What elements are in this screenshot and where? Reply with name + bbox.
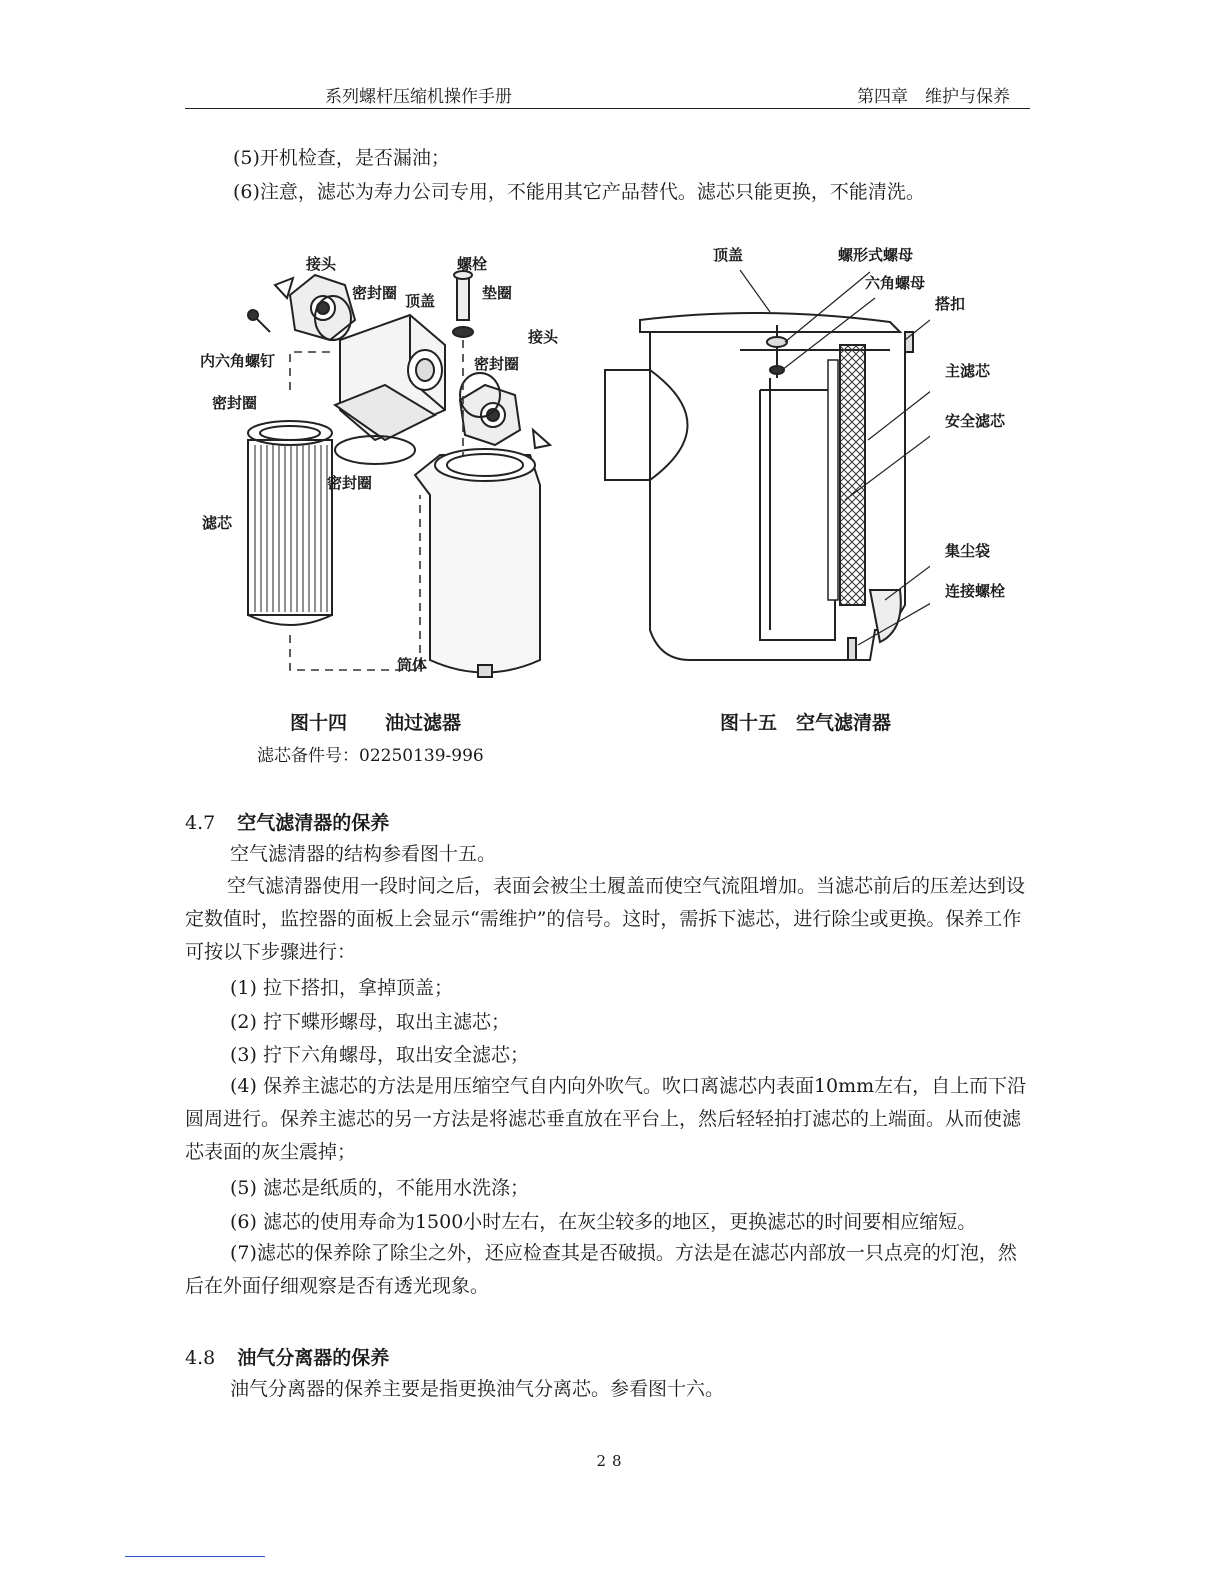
label-hex-nut: 六角螺母 — [865, 274, 926, 292]
section-47-number: 4.7 — [185, 812, 216, 834]
section-47-p1: 空气滤清器的结构参看图十五。 — [230, 843, 497, 865]
label-joint-top: 接头 — [306, 255, 337, 273]
step-5: (5) 滤芯是纸质的，不能用水洗涤； — [230, 1177, 529, 1199]
label-seal-2: 密封圈 — [474, 355, 520, 373]
page-header — [185, 82, 1030, 109]
section-47-p2: 空气滤清器使用一段时间之后，表面会被尘土履盖而使空气流阻增加。当滤芯前后的压差达到设定数值时，监控器的面板上会显示“需维护”的信号。这时，需拆下滤芯，进行除尘或更换。保养工作可按以下步骤进行： — [185, 875, 1026, 963]
label-air-top-cover: 顶盖 — [713, 246, 744, 264]
label-hex-screw: 内六角螺钉 — [200, 352, 276, 370]
air-body — [650, 332, 905, 660]
step-4: (4) 保养主滤芯的方法是用压缩空气自内向外吹气。吹口离滤芯内表面10mm左右，自上而下沿圆周进行。保养主滤芯的另一方法是将滤芯垂直放在平台上，然后轻轻拍打滤芯的上端面。从而使滤芯表面的灰尘震掉； — [185, 1075, 1027, 1163]
step-3: (3) 拧下六角螺母，取出安全滤芯； — [230, 1044, 529, 1066]
label-connect-bolt: 连接螺栓 — [945, 582, 1006, 600]
section-48-title: 油气分离器的保养 — [237, 1347, 390, 1369]
left-connector-drawing — [290, 275, 355, 340]
label-washer: 垫圈 — [482, 284, 513, 302]
air-main-element — [840, 345, 865, 605]
step-7: (7)滤芯的保养除了除尘之外，还应检查其是否破损。方法是在滤芯内部放一只点亮的灯泡，然后在外面仔细观察是否有透光现象。 — [185, 1242, 1017, 1297]
label-bolt: 螺栓 — [457, 255, 488, 273]
fig14-caption: 图十四 油过滤器 — [290, 712, 462, 734]
label-seal-1: 密封圈 — [352, 284, 398, 302]
section-48-p1: 油气分离器的保养主要是指更换油气分离芯。参看图十六。 — [230, 1378, 725, 1400]
label-seal-bottom: 密封圈 — [327, 474, 373, 492]
hex-screw-drawing — [248, 310, 270, 332]
intro-line-6: (6)注意，滤芯为寿力公司专用，不能用其它产品替代。滤芯只能更换，不能清洗。 — [233, 181, 925, 203]
bolt-drawing — [453, 271, 473, 337]
label-top-cover: 顶盖 — [405, 292, 436, 310]
barrel-drawing — [415, 449, 540, 677]
air-filter-figure — [600, 250, 930, 670]
section-47-title: 空气滤清器的保养 — [237, 812, 390, 834]
fig14-part-number: 滤芯备件号：02250139-996 — [257, 746, 484, 766]
label-main-element: 主滤芯 — [945, 362, 991, 380]
label-safety-element: 安全滤芯 — [945, 412, 1006, 430]
section-47-heading — [185, 808, 389, 835]
filter-head-drawing — [335, 315, 445, 440]
section-48-heading — [185, 1343, 389, 1370]
label-barrel: 筒体 — [397, 656, 428, 674]
step-1: (1) 拉下搭扣，拿掉顶盖； — [230, 977, 453, 999]
step-6: (6) 滤芯的使用寿命为1500小时左右，在灰尘较多的地区，更换滤芯的时间要相应缩短。 — [230, 1211, 977, 1233]
label-joint-right: 接头 — [528, 328, 559, 346]
intro-line-5: (5)开机检查，是否漏油； — [233, 147, 450, 169]
fig15-caption: 图十五 空气滤清器 — [720, 712, 892, 734]
header-chapter: 第四章 维护与保养 — [857, 87, 1010, 107]
page-number: 28 — [596, 1452, 628, 1470]
footnote-rule — [125, 1556, 265, 1557]
label-dust-bag: 集尘袋 — [945, 542, 991, 560]
step-2: (2) 拧下蝶形螺母，取出主滤芯； — [230, 1011, 510, 1033]
header-title: 系列螺杆压缩机操作手册 — [325, 87, 512, 107]
air-top-cover — [640, 313, 900, 332]
label-wing-nut: 螺形式螺母 — [838, 246, 914, 264]
label-latch: 搭扣 — [935, 295, 966, 313]
section-48-number: 4.8 — [185, 1347, 216, 1369]
label-seal-left: 密封圈 — [212, 394, 258, 412]
oil-filter-figure — [195, 240, 605, 690]
air-inlet — [605, 370, 688, 480]
label-element: 滤芯 — [202, 514, 233, 532]
air-safety-element — [828, 360, 838, 600]
